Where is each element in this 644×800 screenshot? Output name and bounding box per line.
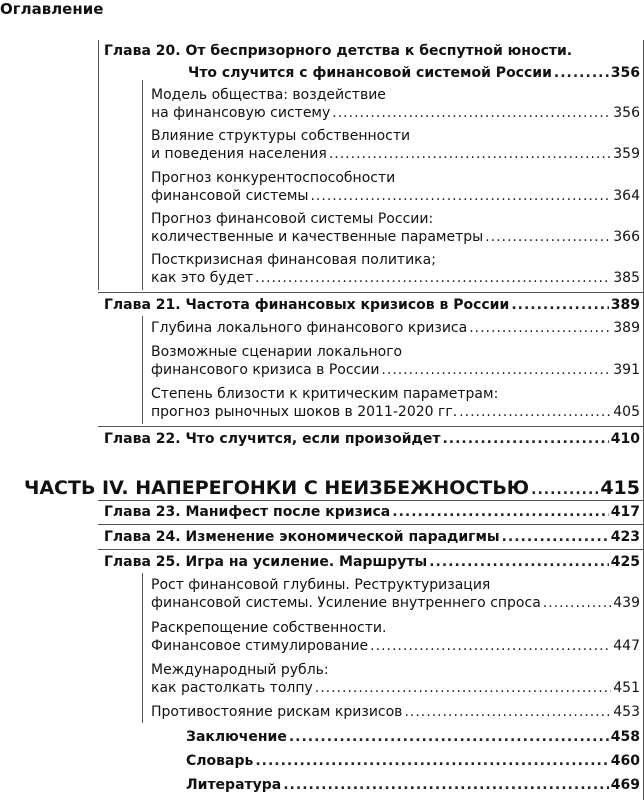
leader-dots	[404, 703, 611, 721]
chapter-23-page: 417	[610, 504, 640, 520]
leader-dots	[289, 728, 609, 746]
section-page: 451	[613, 680, 640, 696]
glossary-page: 460	[610, 753, 640, 769]
section-page: 364	[613, 188, 640, 204]
chapter-20-number: Глава 20.	[104, 43, 181, 59]
chapter-25-page: 425	[610, 554, 640, 570]
bibliography-title: Литература	[186, 777, 282, 793]
divider-line	[98, 426, 644, 427]
part-4-title: ЧАСТЬ IV. НАПЕРЕГОНКИ С НЕИЗБЕЖНОСТЬЮ	[24, 477, 530, 499]
chapter-22-title: Что случится, если произойдет	[185, 431, 441, 447]
chapter-24-page: 423	[610, 529, 640, 545]
chapter-22-number: Глава 22.	[104, 431, 181, 447]
toc-chapter-22[interactable]	[104, 430, 640, 448]
section-title-line1: Степень близости к критическим параметрам:	[151, 386, 499, 402]
section-page: 447	[613, 638, 640, 654]
section-title-line1: Прогноз конкурентоспособности	[151, 170, 396, 186]
toc-conclusion[interactable]	[186, 728, 640, 746]
bibliography-page: 469	[610, 777, 640, 793]
chapter-23-title: Манифест после кризиса	[185, 504, 391, 520]
leader-dots	[370, 637, 611, 655]
section-title-line2: финансового кризиса в России	[151, 362, 380, 378]
divider-line	[142, 316, 143, 424]
divider-line	[98, 292, 644, 293]
section-page: 385	[613, 270, 640, 286]
divider-line	[98, 549, 644, 550]
section-title-line2: количественные и качественные параметры	[151, 229, 484, 245]
chapter-20-page: 356	[610, 65, 640, 81]
toc-section[interactable]	[151, 703, 640, 721]
toc-section[interactable]	[151, 661, 640, 697]
leader-dots	[469, 319, 611, 337]
toc-section[interactable]	[151, 169, 640, 205]
chapter-23-number: Глава 23.	[104, 504, 181, 520]
leader-dots	[554, 64, 609, 82]
conclusion-page: 458	[610, 729, 640, 745]
section-title: Противостояние рискам кризисов	[151, 704, 403, 720]
section-title-line1: Возможные сценарии локального	[151, 344, 403, 360]
leader-dots	[283, 776, 609, 794]
section-title-line2: финансовой системы	[151, 188, 309, 204]
toc-chapter-25[interactable]	[104, 553, 640, 571]
leader-dots	[531, 478, 598, 502]
section-title-line2: финансовой системы. Усиление внутреннего спроса	[151, 595, 541, 611]
leader-dots	[332, 104, 611, 122]
divider-line	[142, 573, 143, 723]
toc-chapter-23[interactable]	[104, 503, 640, 521]
divider-line	[98, 500, 644, 501]
toc-chapter-24[interactable]	[104, 528, 640, 546]
toc-section[interactable]	[151, 619, 640, 655]
section-page: 389	[613, 320, 640, 336]
toc-section[interactable]	[151, 210, 640, 246]
chapter-25-title: Игра на усиление. Маршруты	[185, 554, 428, 570]
toc-section[interactable]	[151, 251, 640, 287]
section-title-line2: как растолкать толпу	[151, 680, 313, 696]
toc-section[interactable]	[151, 576, 640, 612]
toc-chapter-21[interactable]	[104, 296, 640, 314]
toc-bibliography[interactable]	[186, 776, 640, 794]
toc-part-4[interactable]	[24, 476, 640, 502]
toc-section[interactable]	[151, 385, 640, 421]
chapter-24-number: Глава 24.	[104, 529, 181, 545]
section-title-line1: Влияние структуры собственности	[151, 128, 411, 144]
section-title-line1: Рост финансовой глубины. Реструктуризация	[151, 577, 491, 593]
leader-dots	[429, 553, 609, 571]
leader-dots	[511, 296, 608, 314]
chapter-20-title-line1: От беспризорного детства к беспутной юности.	[185, 43, 573, 59]
section-page: 405	[613, 404, 640, 420]
leader-dots	[502, 528, 609, 546]
leader-dots	[442, 430, 608, 448]
toc-section[interactable]	[151, 86, 640, 122]
section-page: 356	[613, 105, 640, 121]
section-title-line1: Раскрепощение собственности.	[151, 620, 387, 636]
chapter-21-title: Частота финансовых кризисов в России	[185, 297, 510, 313]
section-title-line1: Международный рубль:	[151, 662, 329, 678]
leader-dots	[315, 679, 611, 697]
section-title-line1: Посткризисная финансовая политика;	[151, 252, 436, 268]
section-title-line1: Модель общества: воздействие	[151, 87, 386, 103]
toc-glossary[interactable]	[186, 752, 640, 770]
divider-line	[142, 80, 143, 290]
divider-line	[98, 524, 644, 525]
leader-dots	[543, 594, 611, 612]
page-header: Оглавление	[0, 0, 104, 18]
toc-chapter-20[interactable]	[104, 42, 640, 82]
leader-dots	[329, 145, 611, 163]
chapter-22-page: 410	[610, 431, 640, 447]
section-page: 359	[613, 146, 640, 162]
toc-section[interactable]	[151, 127, 640, 163]
chapter-20-line1	[104, 42, 640, 60]
conclusion-title: Заключение	[186, 729, 287, 745]
section-page: 439	[613, 595, 640, 611]
toc-section[interactable]	[151, 343, 640, 379]
section-title-line2: Финансовое стимулирование	[151, 638, 369, 654]
divider-line	[98, 40, 99, 290]
section-page: 366	[613, 229, 640, 245]
section-page: 453	[613, 704, 640, 720]
leader-dots	[459, 403, 611, 421]
chapter-24-title: Изменение экономической парадигмы	[185, 529, 500, 545]
toc-section[interactable]	[151, 319, 640, 337]
leader-dots	[255, 752, 608, 770]
section-page: 391	[613, 362, 640, 378]
glossary-title: Словарь	[186, 753, 254, 769]
section-title-line1: Прогноз финансовой системы России:	[151, 211, 434, 227]
section-title-line2: прогноз рыночных шоков в 2011-2020 гг.	[151, 404, 458, 420]
leader-dots	[381, 361, 611, 379]
leader-dots	[255, 269, 611, 287]
leader-dots	[485, 228, 611, 246]
chapter-21-number: Глава 21.	[104, 297, 181, 313]
section-title: Глубина локального финансового кризиса	[151, 320, 468, 336]
section-title-line2: на финансовую систему	[151, 105, 331, 121]
section-title-line2: и поведения населения	[151, 146, 327, 162]
leader-dots	[310, 187, 611, 205]
chapter-21-page: 389	[610, 297, 640, 313]
section-title-line2: как это будет	[151, 270, 254, 286]
part-4-page: 415	[600, 477, 640, 499]
leader-dots	[392, 503, 609, 521]
chapter-25-number: Глава 25.	[104, 554, 181, 570]
chapter-20-title-line2: Что случится с финансовой системой России	[188, 65, 552, 81]
